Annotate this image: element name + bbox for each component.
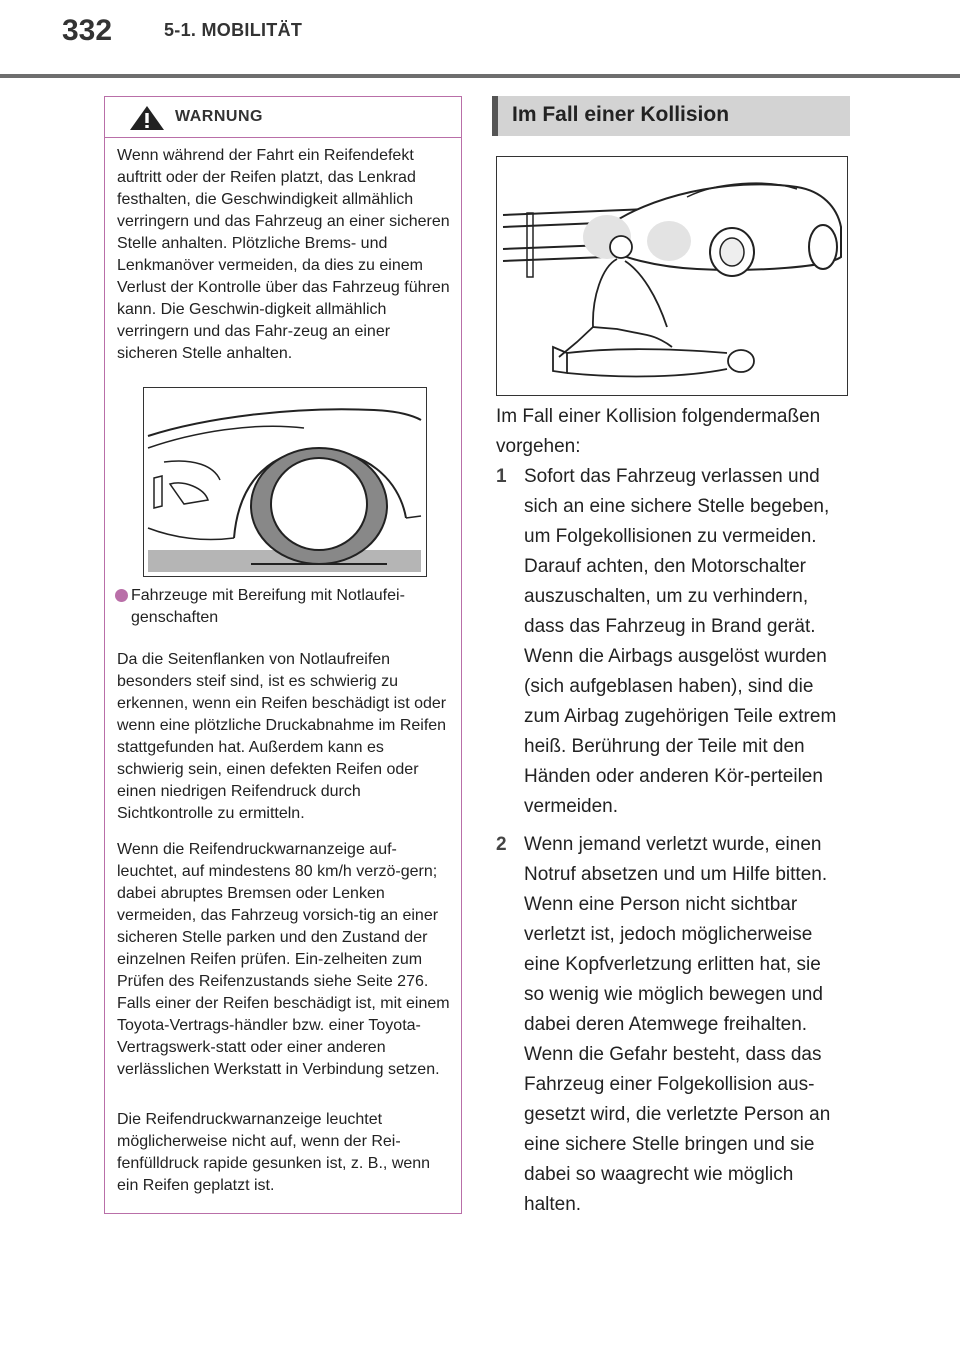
bullet-dot (115, 589, 128, 602)
warning-header (105, 97, 461, 138)
bullet-item (115, 585, 451, 629)
page-header (0, 0, 960, 80)
section-title: Im Fall einer Kollision (512, 103, 730, 126)
section-intro: Im Fall einer Kollision folgendermaßen vorgehen: (496, 406, 821, 457)
tire-illustration (143, 387, 427, 577)
chapter-title: 5-1. MOBILITÄT (164, 20, 303, 40)
header-divider (0, 74, 960, 78)
warning-paragraph-1: Wenn während der Fahrt ein Reifendefekt auftritt oder der Reifen platzt, das Lenkrad festhalten, die Geschwindigkeit allmählich verringern und das Fahrzeug an einer sicheren Stelle anhalten. Plötzliche Brems- und Lenkmanöver vermeiden, da dies zu einem Verlust der Kontrolle über das Fahrzeug führen kann. Die Geschwin-digkeit allmählich verringern und das Fahr-zeug an einer sicheren Stelle anhalten. (117, 147, 450, 362)
section-heading-bar (492, 96, 850, 136)
step-text: Sofort das Fahrzeug verlassen und sich an eine sichere Stelle begeben, um Folgekollisionen zu vermeiden. Darauf achten, den Motorschalter auszuschalten, um zu verhindern, dass das Fahrzeug in Brand gerät. Wenn die Airbags ausgelöst wurden (sich aufgeblasen haben), sind die zum Airbag zugehörigen Teile extrem heiß. Berührung der Teile mit den Händen oder anderen Kör-perteilen vermeiden. (524, 466, 837, 817)
bullet-text: Fahrzeuge mit Bereifung mit Notlaufei-genschaften (131, 587, 405, 626)
step-number: 1 (496, 466, 507, 487)
step-number: 2 (496, 834, 507, 855)
warning-paragraph-4: Die Reifendruckwarnanzeige leuchtet möglicherweise nicht auf, wenn der Rei-fenfülldruck rapide gesunken ist, z. B., wenn ein Reifen geplatzt ist. (117, 1111, 431, 1194)
step-1 (496, 462, 846, 822)
collision-illustration (496, 156, 848, 396)
step-2 (496, 830, 846, 1220)
warning-paragraph-2: Da die Seitenflanken von Notlaufreifen besonders steif sind, ist es schwierig zu erkennen, wenn ein Reifen beschädigt ist oder wenn eine plötzliche Druckabnahme im Reifen stattgefunden hat. Außerdem kann es schwierig sein, einen defekten Reifen oder einen niedrigen Reifendruck durch Sichtkontrolle zu ermitteln. (117, 651, 447, 822)
step-text: Wenn jemand verletzt wurde, einen Notruf absetzen und um Hilfe bitten. Wenn eine Person nicht sichtbar verletzt ist, jedoch möglicherweise eine Kopfverletzung erlitten hat, sie so wenig wie möglich bewegen und dabei deren Atemwege freihalten. Wenn die Gefahr besteht, dass das Fahrzeug einer Folgekollision aus-gesetzt wird, die verletzte Person an eine sichere Stelle bringen und sie dabei so waagrecht wie möglich halten. (524, 834, 831, 1215)
warning-box (104, 96, 462, 1214)
warning-triangle-icon (129, 105, 165, 131)
warning-title: WARNUNG (175, 108, 263, 125)
warning-paragraph-3: Wenn die Reifendruckwarnanzeige auf-leuchtet, auf mindestens 80 km/h verzö-gern; dabei abruptes Bremsen oder Lenken vermeiden, das Fahrzeug vorsich-tig an einer sicheren Stelle parken und den Zustand der einzelnen Reifen prüfen. Ein-zelheiten zum Prüfen des Reifenzustands siehe Seite 276. Falls einer der Reifen beschädigt ist, mit einem Toyota-Vertrags-händler bzw. einer Toyota-Vertragswerk-statt oder einer anderen verlässlichen Werkstatt in Verbindung setzen. (117, 841, 450, 1078)
page-number: 332 (62, 14, 113, 47)
